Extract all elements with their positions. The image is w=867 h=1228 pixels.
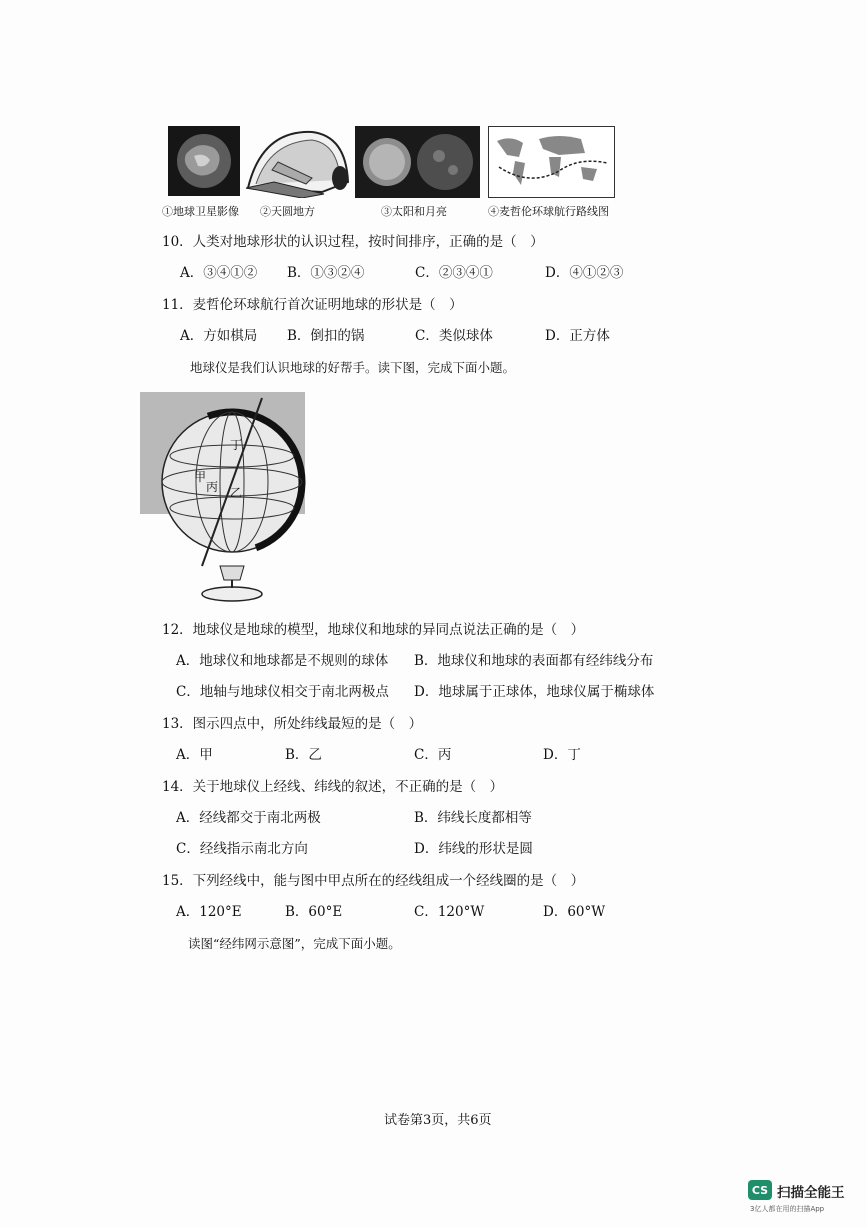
satellite-image bbox=[168, 126, 240, 196]
q11-option-c[interactable]: C．类似球体 bbox=[415, 328, 493, 344]
q10-option-c[interactable]: C．②③④① bbox=[415, 265, 493, 281]
q15-option-c[interactable]: C．120°W bbox=[414, 904, 485, 920]
q15-option-b[interactable]: B．60°E bbox=[285, 904, 343, 920]
q14-option-b[interactable]: B．纬线长度都相等 bbox=[414, 810, 532, 826]
figure-caption-1: ①地球卫星影像 bbox=[162, 205, 239, 218]
globe-figure bbox=[140, 390, 320, 608]
globe-label-jia: 甲 bbox=[194, 470, 207, 484]
page-footer: 试卷第3页，共6页 bbox=[384, 1113, 492, 1128]
question-12-stem: 12．地球仪是地球的模型，地球仪和地球的异同点说法正确的是（ ） bbox=[162, 622, 585, 638]
q14-option-a[interactable]: A．经线都交于南北两极 bbox=[176, 810, 321, 826]
question-10-stem: 10．人类对地球形状的认识过程，按时间排序，正确的是（ ） bbox=[162, 234, 544, 250]
globe-intro: 地球仪是我们认识地球的好帮手。读下图，完成下面小题。 bbox=[190, 360, 516, 375]
globe-label-yi: 乙 bbox=[230, 486, 243, 500]
figure-caption-3: ③太阳和月亮 bbox=[381, 205, 447, 218]
q12-option-c[interactable]: C．地轴与地球仪相交于南北两极点 bbox=[176, 684, 389, 700]
dome-earth-icon bbox=[242, 126, 352, 198]
q14-option-c[interactable]: C．经线指示南北方向 bbox=[176, 841, 308, 857]
question-15-stem: 15．下列经线中，能与图中甲点所在的经线组成一个经线圈的是（ ） bbox=[162, 873, 585, 889]
sun-moon-icon bbox=[355, 126, 480, 198]
camscanner-logo: CS bbox=[748, 1180, 772, 1200]
q15-option-a[interactable]: A．120°E bbox=[176, 904, 242, 920]
camscanner-tagline: 3亿人都在用的扫描App bbox=[750, 1205, 825, 1213]
q10-option-a[interactable]: A．③④①② bbox=[180, 265, 258, 281]
q10-option-b[interactable]: B．①③②④ bbox=[287, 265, 365, 281]
grid-intro: 读图“经纬网示意图”，完成下面小题。 bbox=[188, 936, 401, 951]
q12-option-a[interactable]: A．地球仪和地球都是不规则的球体 bbox=[176, 653, 389, 669]
question-13-stem: 13．图示四点中，所处纬线最短的是（ ） bbox=[162, 716, 423, 732]
earth-satellite-icon bbox=[168, 126, 240, 196]
figure-caption-2: ②天圆地方 bbox=[260, 205, 315, 218]
q13-option-a[interactable]: A．甲 bbox=[176, 747, 213, 763]
q14-option-d[interactable]: D．纬线的形状是圆 bbox=[414, 841, 533, 857]
q11-option-a[interactable]: A．方如棋局 bbox=[180, 328, 258, 344]
globe-label-ding: 丁 bbox=[230, 438, 243, 452]
q12-option-d[interactable]: D．地球属于正球体，地球仪属于椭球体 bbox=[414, 684, 655, 700]
world-map-icon bbox=[489, 127, 614, 197]
q13-option-b[interactable]: B．乙 bbox=[285, 747, 322, 763]
globe-label-bing: 丙 bbox=[206, 480, 219, 494]
q13-option-c[interactable]: C．丙 bbox=[414, 747, 452, 763]
q13-option-d[interactable]: D．丁 bbox=[543, 747, 581, 763]
q11-option-b[interactable]: B．倒扣的锅 bbox=[287, 328, 365, 344]
camscanner-name: 扫描全能王 bbox=[777, 1185, 845, 1201]
figure-caption-4: ④麦哲伦环球航行路线图 bbox=[488, 205, 609, 218]
q12-option-b[interactable]: B．地球仪和地球的表面都有经纬线分布 bbox=[414, 653, 654, 669]
sun-moon-image bbox=[355, 126, 480, 198]
q10-option-d[interactable]: D．④①②③ bbox=[545, 265, 624, 281]
q15-option-d[interactable]: D．60°W bbox=[543, 904, 606, 920]
tianyuan-difang-figure bbox=[242, 126, 352, 198]
q11-option-d[interactable]: D．正方体 bbox=[545, 328, 610, 344]
question-14-stem: 14．关于地球仪上经线、纬线的叙述，不正确的是（ ） bbox=[162, 779, 504, 795]
question-11-stem: 11．麦哲伦环球航行首次证明地球的形状是（ ） bbox=[162, 297, 463, 313]
magellan-route-map bbox=[488, 126, 615, 198]
